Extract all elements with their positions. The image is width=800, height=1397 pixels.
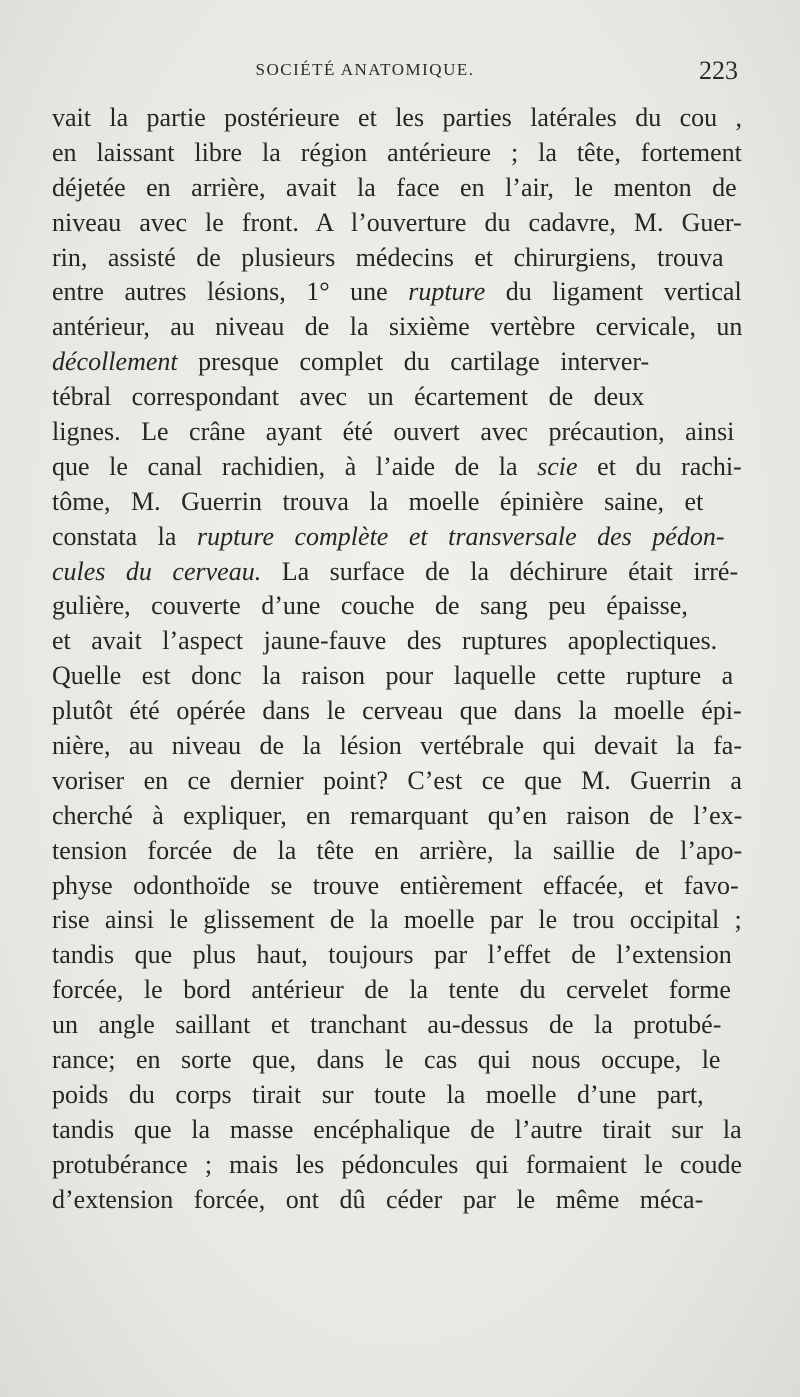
text-segment: forcée, le bord antérieur de la tente du cervelet forme	[52, 975, 731, 1005]
text-line	[52, 834, 742, 869]
text-segment: physe odonthoïde se trouve entièrement effacée, et favo-	[52, 870, 739, 900]
text-segment: et du rachi-	[577, 451, 742, 481]
text-line	[52, 694, 742, 729]
text-line	[52, 310, 742, 345]
running-head: SOCIÉTÉ ANATOMIQUE.	[255, 60, 475, 79]
text-segment: plutôt été opérée dans le cerveau que dans la moelle épi-	[52, 696, 742, 726]
text-line	[52, 624, 742, 659]
text-segment: rin, assisté de plusieurs médecins et chirurgiens, trouva	[52, 242, 724, 272]
text-line	[52, 938, 742, 973]
text-segment: tébral correspondant avec un écartement de deux	[52, 382, 645, 412]
italic-text: rupture	[408, 277, 486, 307]
text-line	[52, 206, 742, 241]
text-line	[52, 1008, 742, 1043]
text-segment: d’extension forcée, ont dû céder par le même méca-	[52, 1184, 704, 1214]
text-line	[52, 659, 742, 694]
text-segment: tension forcée de la tête en arrière, la saillie de l’apo-	[52, 835, 743, 865]
text-segment: déjetée en arrière, avait la face en l’air, le menton de	[52, 172, 737, 202]
text-segment: vait la partie postérieure et les parties latérales du cou ,	[52, 103, 743, 132]
text-line	[52, 1183, 742, 1218]
text-line	[52, 101, 742, 136]
text-segment: en laissant libre la région antérieure ; la tête, fortement	[52, 137, 742, 167]
text-line	[52, 1043, 742, 1078]
text-segment: voriser en ce dernier point? C’est ce que M. Guerrin a	[52, 765, 742, 795]
italic-text: scie	[537, 451, 578, 481]
text-segment: rance; en sorte que, dans le cas qui nous occupe, le	[52, 1045, 721, 1075]
text-line	[52, 589, 742, 624]
text-segment: tôme, M. Guerrin trouva la moelle épinière saine, et	[52, 486, 704, 516]
text-line	[52, 903, 742, 938]
text-segment: que le canal rachidien, à l’aide de la	[52, 451, 538, 481]
text-segment: antérieur, au niveau de la sixième vertèbre cervicale, un	[52, 312, 743, 342]
text-segment: un angle saillant et tranchant au-dessus de la protubé-	[52, 1010, 722, 1040]
text-segment: cherché à expliquer, en remarquant qu’en raison de l’ex-	[52, 800, 743, 830]
text-segment: et avait l’aspect jaune-fauve des ruptures apoplectiques.	[52, 626, 718, 656]
text-segment: du ligament vertical	[485, 277, 742, 307]
text-line	[52, 485, 742, 520]
page-header	[0, 56, 800, 90]
text-line	[52, 764, 742, 799]
text-segment: gulière, couverte d’une couche de sang peu épaisse,	[52, 591, 688, 621]
text-line	[52, 799, 742, 834]
text-line	[52, 241, 742, 276]
text-line	[52, 729, 742, 764]
text-segment: poids du corps tirait sur toute la moelle d’une part,	[52, 1079, 704, 1109]
text-line	[52, 973, 742, 1008]
text-segment: entre autres lésions, 1° une	[52, 277, 409, 307]
text-line	[52, 380, 742, 415]
text-line	[52, 869, 742, 904]
text-segment: rise ainsi le glissement de la moelle par le trou occipital ;	[52, 905, 742, 935]
text-line	[52, 1148, 742, 1183]
text-line	[52, 171, 742, 206]
text-segment: constata la	[52, 521, 197, 551]
text-line	[52, 415, 742, 450]
text-segment: presque complet du cartilage interver-	[177, 347, 650, 377]
italic-text: rupture complète et transversale des pédon-	[196, 521, 725, 551]
text-line	[52, 345, 742, 380]
text-segment: tandis que la masse encéphalique de l’autre tirait sur la	[52, 1114, 742, 1144]
text-line	[52, 520, 742, 555]
text-segment: nière, au niveau de la lésion vertébrale qui devait la fa-	[52, 731, 743, 761]
text-line	[52, 136, 742, 171]
body-text	[52, 101, 742, 1218]
italic-text: cules du cerveau.	[52, 556, 262, 586]
text-line	[52, 275, 742, 310]
text-segment: tandis que plus haut, toujours par l’effet de l’extension	[52, 940, 732, 970]
text-line	[52, 1078, 742, 1113]
text-line	[52, 555, 742, 590]
text-segment: Quelle est donc la raison pour laquelle cette rupture a	[52, 661, 734, 691]
text-line	[52, 450, 742, 485]
text-line	[52, 1113, 742, 1148]
text-segment: lignes. Le crâne ayant été ouvert avec précaution, ainsi	[52, 417, 735, 447]
text-segment: La surface de la déchirure était irré-	[261, 556, 739, 586]
italic-text: décollement	[52, 347, 178, 377]
text-segment: protubérance ; mais les pédoncules qui formaient le coude	[52, 1149, 743, 1179]
page-number: 223	[699, 56, 738, 85]
text-segment: niveau avec le front. A l’ouverture du cadavre, M. Guer-	[52, 207, 742, 237]
